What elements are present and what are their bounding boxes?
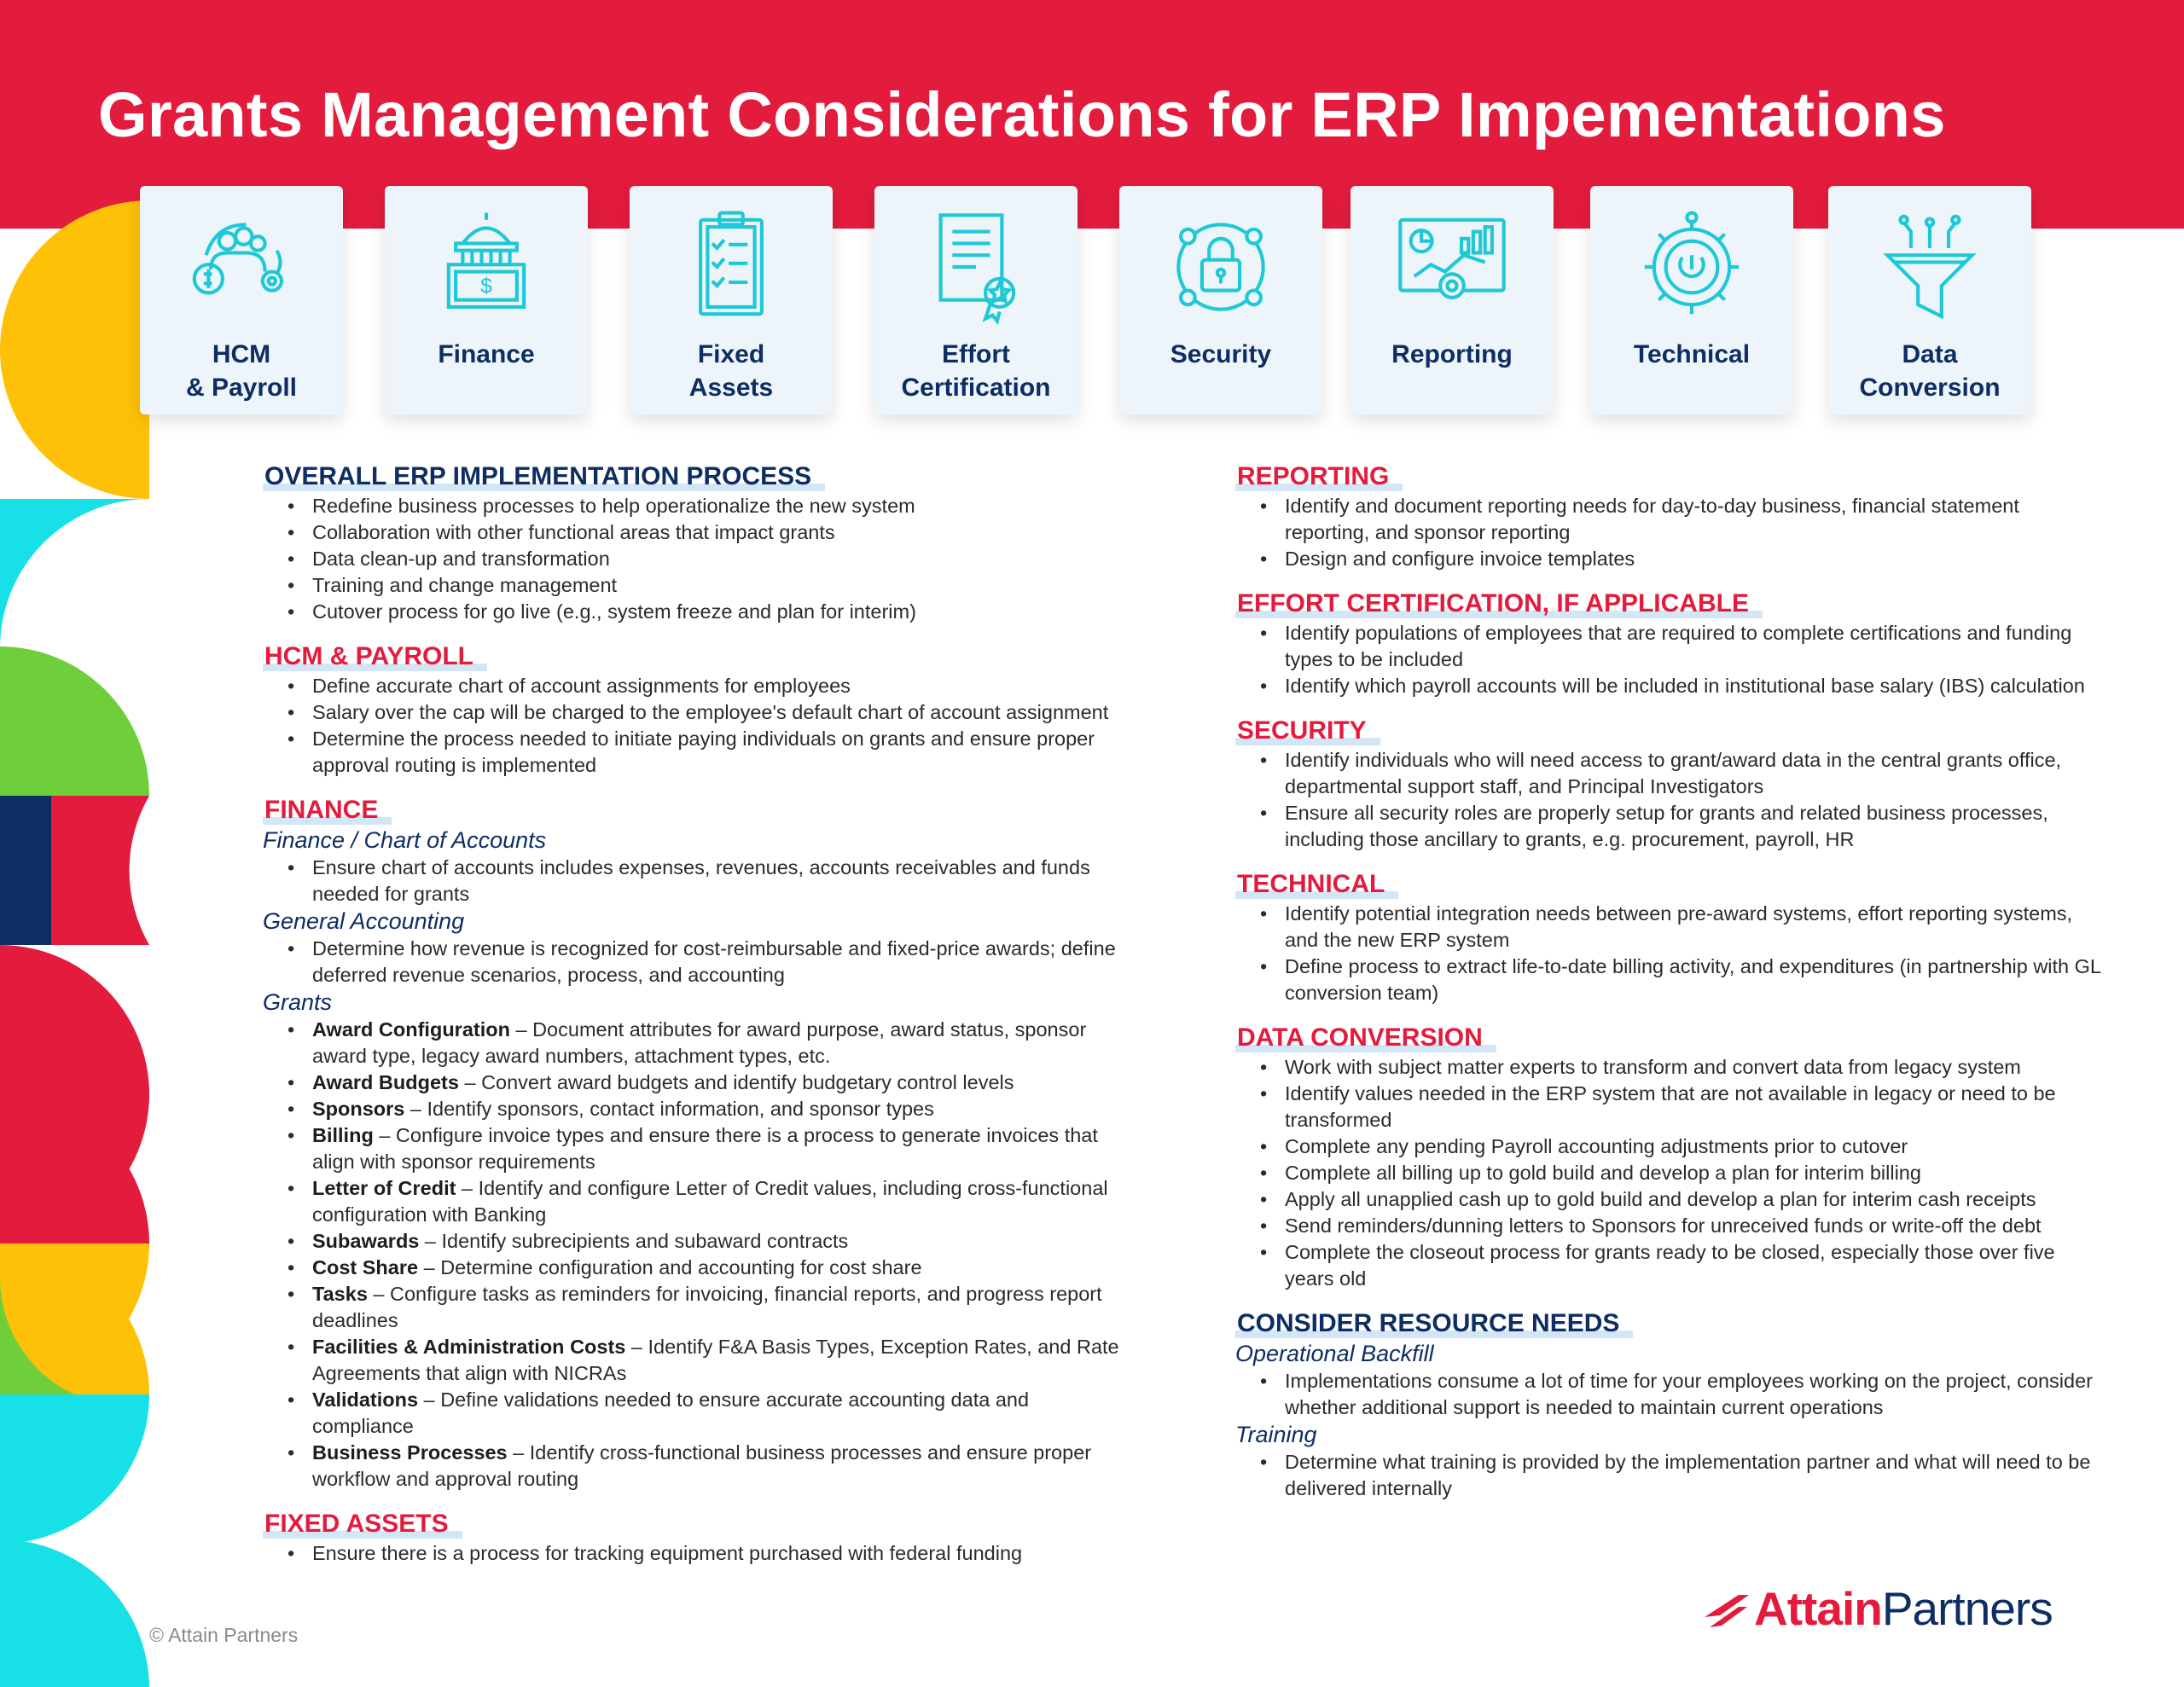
people-payroll-icon	[183, 208, 300, 326]
bullet-list	[263, 936, 1120, 988]
list-item: • Identify values needed in the ERP system that are not available in legacy or need to be transformed	[1235, 1081, 2102, 1133]
list-item: • Data clean-up and transformation	[263, 546, 1120, 572]
list-item: • Ensure there is a process for tracking equipment purchased with federal funding	[263, 1540, 1120, 1567]
subheading: Grants	[263, 989, 333, 1015]
section	[263, 1508, 1120, 1567]
bullet-list	[1235, 1368, 2102, 1421]
section-title: REPORTING	[1235, 461, 1391, 493]
list-item: • Subawards – Identify subrecipients and subaward contracts	[263, 1228, 1120, 1255]
section	[1235, 1022, 2102, 1292]
funnel-icon	[1871, 208, 1989, 326]
copyright: © Attain Partners	[149, 1624, 299, 1646]
section	[1235, 461, 2102, 572]
page-title: Grants Management Considerations for ERP Impementations	[98, 79, 1946, 150]
subheading: Finance / Chart of Accounts	[263, 827, 547, 853]
list-item: • Cutover process for go live (e.g., system freeze and plan for interim)	[263, 599, 1120, 625]
card-security	[1119, 186, 1322, 415]
list-item: • Identify populations of employees that are required to complete certifications and funding types to be included	[1235, 620, 2102, 673]
list-item: • Define accurate chart of account assignments for employees	[263, 673, 1120, 699]
bullet-list	[263, 673, 1120, 779]
list-item: • Salary over the cap will be charged to the employee's default chart of account assignment	[263, 699, 1120, 726]
logo-text: AttainPartners	[1754, 1582, 2053, 1635]
section	[263, 641, 1120, 779]
card-label: Reporting	[1391, 340, 1513, 368]
card-data-conversion	[1828, 186, 2031, 415]
list-item: • Define process to extract life-to-date billing activity, and expenditures (in partnership with GL conversion team)	[1235, 954, 2102, 1006]
list-item: • Tasks – Configure tasks as reminders for invoicing, financial reports, and progress report deadlines	[263, 1281, 1120, 1334]
section	[263, 461, 1120, 625]
list-item: • Complete any pending Payroll accounting adjustments prior to cutover	[1235, 1133, 2102, 1160]
section	[1235, 715, 2102, 853]
chart-report-icon	[1393, 208, 1511, 326]
bullet-list	[263, 493, 1120, 625]
section	[263, 794, 1120, 1493]
section-title: FINANCE	[263, 794, 380, 826]
list-item: • Collaboration with other functional areas that impact grants	[263, 519, 1120, 546]
attain-partners-logo	[1705, 1583, 2088, 1634]
bullet-list	[1235, 747, 2102, 853]
card-label: Fixed Assets	[688, 340, 774, 402]
bullet-list	[1235, 1054, 2102, 1292]
card-effort-certification	[874, 186, 1077, 415]
card-label: Effort Certification	[901, 340, 1051, 402]
section-title: FIXED ASSETS	[263, 1508, 450, 1540]
list-item: • Ensure all security roles are properly setup for grants and related business processes, including those ancillary to grants, e.g. procurement, payroll, HR	[1235, 800, 2102, 853]
list-item: • Complete all billing up to gold build and develop a plan for interim billing	[1235, 1160, 2102, 1186]
list-item: • Determine what training is provided by the implementation partner and what will need to be delivered internally	[1235, 1449, 2102, 1502]
list-item: • Facilities & Administration Costs – Identify F&A Basis Types, Exception Rates, and Rate Agreements that align with NICRAs	[263, 1334, 1120, 1387]
section	[1235, 588, 2102, 699]
list-item: • Award Budgets – Convert award budgets and identify budgetary control levels	[263, 1070, 1120, 1096]
subheading: Training	[1235, 1422, 1317, 1447]
section-title: SECURITY	[1235, 715, 1368, 747]
bullet-list	[1235, 493, 2102, 572]
list-item: • Determine how revenue is recognized for cost-reimbursable and fixed-price awards; define deferred revenue scenarios, process, and accounting	[263, 936, 1120, 988]
section-title: DATA CONVERSION	[1235, 1022, 1484, 1054]
left-column	[263, 461, 1120, 1582]
bullet-list	[263, 1017, 1120, 1493]
subheading: Operational Backfill	[1235, 1341, 1434, 1366]
list-item: • Sponsors – Identify sponsors, contact information, and sponsor types	[263, 1096, 1120, 1122]
decorative-shapes	[0, 0, 154, 1687]
section-title: HCM & PAYROLL	[263, 641, 475, 673]
list-item: • Complete the closeout process for grants ready to be closed, especially those over five years old	[1235, 1239, 2102, 1292]
card-label: Technical	[1633, 340, 1751, 368]
list-item: • Business Processes – Identify cross-functional business processes and ensure proper workflow and approval routing	[263, 1440, 1120, 1493]
list-item: • Send reminders/dunning letters to Sponsors for unreceived funds or write-off the debt	[1235, 1213, 2102, 1239]
list-item: • Ensure chart of accounts includes expenses, revenues, accounts receivables and funds needed for grants	[263, 855, 1120, 907]
list-item: • Identify and document reporting needs for day-to-day business, financial statement reporting, and sponsor reporting	[1235, 493, 2102, 546]
list-item: • Identify individuals who will need access to grant/award data in the central grants office, departmental support staff, and Principal Investigators	[1235, 747, 2102, 800]
bullet-list	[1235, 901, 2102, 1006]
bullet-list	[1235, 620, 2102, 699]
list-item: • Validations – Define validations needed to ensure accurate accounting data and compliance	[263, 1387, 1120, 1440]
card-label: Security	[1170, 340, 1272, 368]
right-column	[1235, 461, 2102, 1517]
card-technical	[1590, 186, 1793, 415]
list-item: • Letter of Credit – Identify and configure Letter of Credit values, including cross-functional configuration with Banking	[263, 1175, 1120, 1228]
clipboard-checklist-icon	[672, 208, 790, 326]
subheading: General Accounting	[263, 908, 465, 934]
card-label: Data Conversion	[1859, 340, 2001, 402]
section-title: EFFORT CERTIFICATION, IF APPLICABLE	[1235, 588, 1751, 620]
bank-money-icon	[427, 208, 545, 326]
section-title: CONSIDER RESOURCE NEEDS	[1235, 1307, 1621, 1340]
svg-text:$: $	[480, 275, 492, 299]
section-title: TECHNICAL	[1235, 868, 1386, 901]
list-item: • Design and configure invoice templates	[1235, 546, 2102, 572]
section	[1235, 868, 2102, 1006]
list-item: • Billing – Configure invoice types and ensure there is a process to generate invoices that align with sponsor requirements	[263, 1122, 1120, 1175]
list-item: • Implementations consume a lot of time for your employees working on the project, consider whether additional support is needed to maintain current operations	[1235, 1368, 2102, 1421]
list-item: • Training and change management	[263, 572, 1120, 599]
list-item: • Identify which payroll accounts will be included in institutional base salary (IBS) calculation	[1235, 673, 2102, 699]
card-label: Finance	[438, 340, 535, 368]
section-title: OVERALL ERP IMPLEMENTATION PROCESS	[263, 461, 813, 493]
list-item: • Apply all unapplied cash up to gold build and develop a plan for interim cash receipts	[1235, 1186, 2102, 1213]
card-finance	[385, 186, 588, 415]
bullet-list	[1235, 1449, 2102, 1502]
list-item: • Cost Share – Determine configuration and accounting for cost share	[263, 1255, 1120, 1281]
lock-icon	[1162, 208, 1280, 326]
card-reporting	[1350, 186, 1554, 415]
list-item: • Determine the process needed to initiate paying individuals on grants and ensure proper approval routing is implemented	[263, 726, 1120, 779]
card-hcm-payroll	[140, 186, 343, 415]
gear-tool-icon	[1633, 208, 1751, 326]
certificate-icon	[917, 208, 1035, 326]
section	[1235, 1307, 2102, 1502]
list-item: • Work with subject matter experts to transform and convert data from legacy system	[1235, 1054, 2102, 1081]
bullet-list	[263, 1540, 1120, 1567]
card-label: HCM & Payroll	[185, 340, 298, 402]
bullet-list	[263, 855, 1120, 907]
list-item: • Award Configuration – Document attributes for award purpose, award status, sponsor award type, legacy award numbers, attachment types, etc.	[263, 1017, 1120, 1070]
card-fixed-assets	[630, 186, 833, 415]
list-item: • Redefine business processes to help operationalize the new system	[263, 493, 1120, 519]
chevron-logo-icon	[1705, 1590, 1749, 1629]
list-item: • Identify potential integration needs between pre-award systems, effort reporting systems, and the new ERP system	[1235, 901, 2102, 954]
